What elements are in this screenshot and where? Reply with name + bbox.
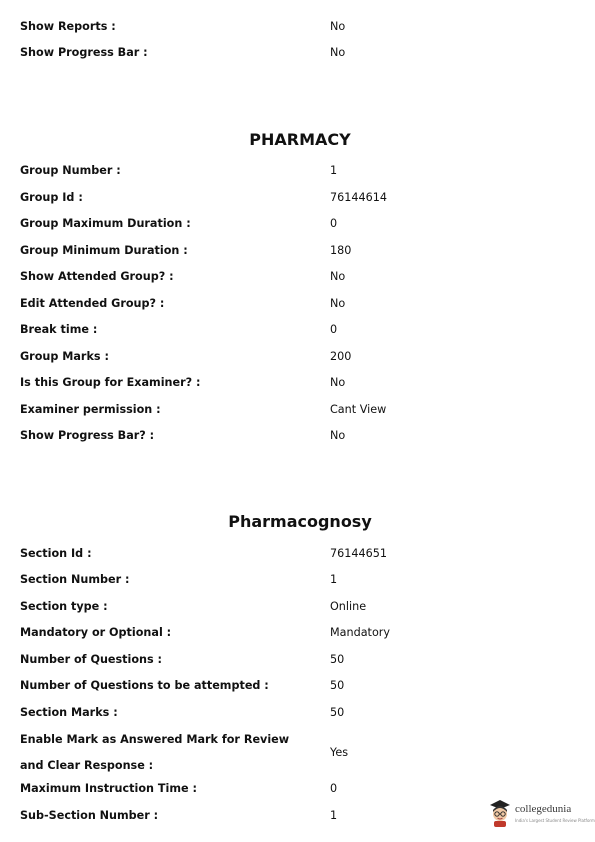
field-row bbox=[20, 545, 580, 563]
field-row bbox=[20, 704, 580, 722]
field-row bbox=[20, 571, 580, 589]
field-row bbox=[20, 348, 580, 366]
logo-tagline: India's Largest Student Review Platform bbox=[515, 818, 595, 823]
field-label: Edit Attended Group? : bbox=[20, 297, 165, 310]
field-row bbox=[20, 780, 580, 798]
field-value: 0 bbox=[330, 217, 338, 230]
field-label: Enable Mark as Answered Mark for Review and Clear Response : bbox=[20, 733, 290, 772]
group-title: PHARMACY bbox=[249, 130, 351, 149]
field-value: No bbox=[330, 376, 346, 389]
field-label: Mandatory or Optional : bbox=[20, 626, 172, 639]
field-row bbox=[20, 242, 580, 260]
field-value: No bbox=[330, 46, 346, 59]
field-value: 50 bbox=[330, 706, 345, 719]
field-value: 200 bbox=[330, 350, 352, 363]
field-row bbox=[20, 215, 580, 233]
field-row bbox=[20, 44, 580, 62]
field-row bbox=[20, 374, 580, 392]
field-row bbox=[20, 189, 580, 207]
field-row bbox=[20, 624, 580, 642]
field-value: Mandatory bbox=[330, 626, 391, 639]
field-row bbox=[20, 268, 580, 286]
field-value: No bbox=[330, 429, 346, 442]
field-value: Yes bbox=[330, 746, 349, 759]
field-row bbox=[20, 162, 580, 180]
field-label: Group Marks : bbox=[20, 350, 109, 363]
field-value: Online bbox=[330, 600, 367, 613]
field-label: Section Number : bbox=[20, 573, 130, 586]
field-label: Group Maximum Duration : bbox=[20, 217, 191, 230]
collegedunia-logo bbox=[488, 798, 595, 832]
field-value: 1 bbox=[330, 809, 338, 822]
field-row bbox=[20, 321, 580, 339]
field-value: 1 bbox=[330, 164, 338, 177]
field-row bbox=[20, 677, 580, 695]
field-label: Show Progress Bar : bbox=[20, 46, 148, 59]
field-value: No bbox=[330, 20, 346, 33]
field-label: Number of Questions to be attempted : bbox=[20, 679, 269, 692]
field-label: Section Marks : bbox=[20, 706, 118, 719]
field-value: 76144651 bbox=[330, 547, 387, 560]
field-row bbox=[20, 295, 580, 313]
field-value: 0 bbox=[330, 323, 338, 336]
field-row bbox=[20, 401, 580, 419]
logo-wordmark: collegedunia bbox=[515, 803, 572, 815]
field-label: Examiner permission : bbox=[20, 403, 161, 416]
field-label: Show Attended Group? : bbox=[20, 270, 174, 283]
field-value: 0 bbox=[330, 782, 338, 795]
field-label: Group Id : bbox=[20, 191, 83, 204]
field-label: Section type : bbox=[20, 600, 108, 613]
field-row bbox=[20, 427, 580, 445]
field-label: Show Reports : bbox=[20, 20, 116, 33]
field-label: Maximum Instruction Time : bbox=[20, 782, 197, 795]
field-label: Show Progress Bar? : bbox=[20, 429, 155, 442]
field-row bbox=[20, 728, 580, 780]
field-value: No bbox=[330, 270, 346, 283]
field-row bbox=[20, 598, 580, 616]
student-mascot-icon bbox=[488, 798, 512, 828]
field-label: Break time : bbox=[20, 323, 98, 336]
field-row bbox=[20, 651, 580, 669]
section-title: Pharmacognosy bbox=[228, 512, 372, 531]
field-value: 50 bbox=[330, 679, 345, 692]
field-value: Cant View bbox=[330, 403, 387, 416]
field-value: 76144614 bbox=[330, 191, 387, 204]
field-value: 50 bbox=[330, 653, 345, 666]
field-label: Section Id : bbox=[20, 547, 92, 560]
field-label: Group Number : bbox=[20, 164, 121, 177]
field-label: Number of Questions : bbox=[20, 653, 163, 666]
field-value: No bbox=[330, 297, 346, 310]
field-label: Group Minimum Duration : bbox=[20, 244, 188, 257]
field-label: Is this Group for Examiner? : bbox=[20, 376, 201, 389]
field-value: 1 bbox=[330, 573, 338, 586]
field-row bbox=[20, 18, 580, 36]
field-value: 180 bbox=[330, 244, 352, 257]
field-label: Sub-Section Number : bbox=[20, 809, 159, 822]
